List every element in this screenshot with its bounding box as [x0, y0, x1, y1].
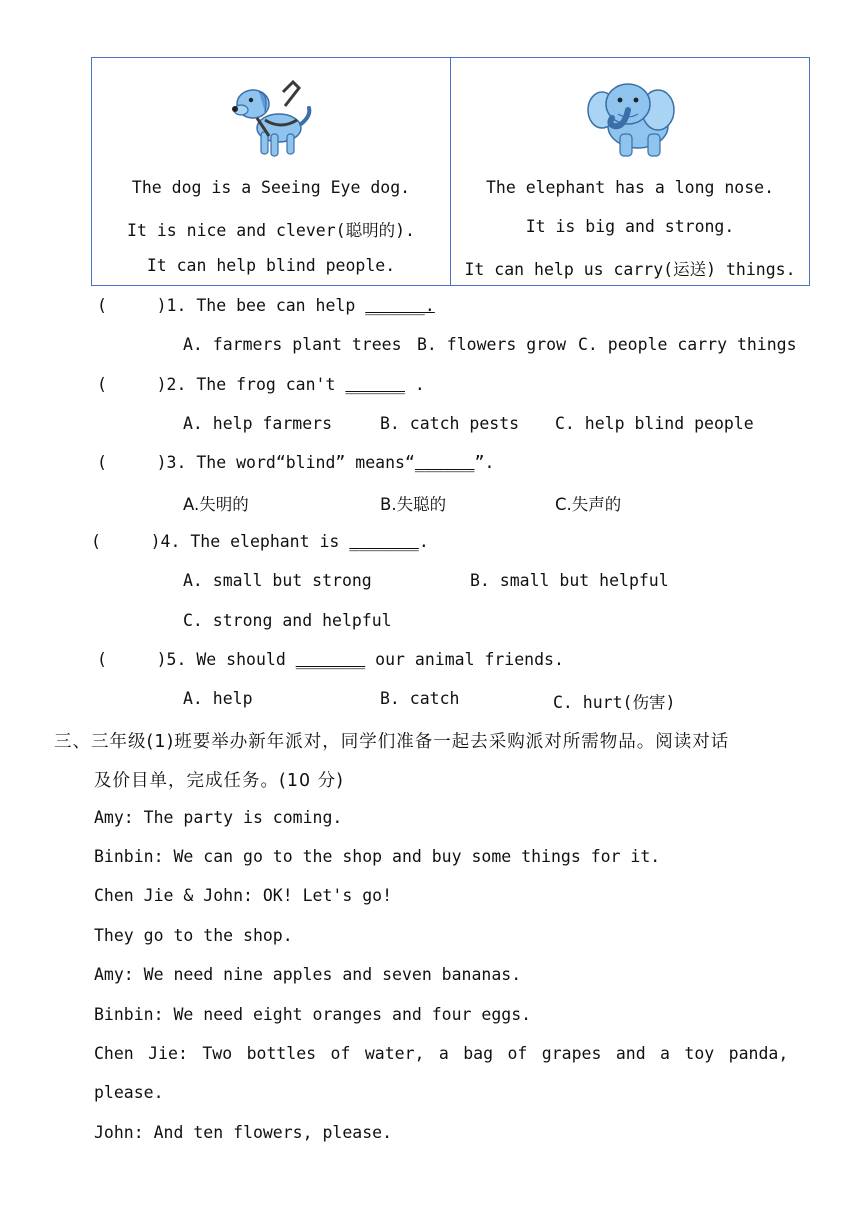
option-3a: A.失明的: [183, 495, 249, 514]
question-5: ( )5. We should _______ our animal friends.: [97, 650, 564, 669]
seeing-eye-dog-illustration: [221, 70, 321, 162]
dog-card-line-1: The dog is a Seeing Eye dog.: [131, 178, 411, 197]
option-5c: C. hurt(伤害): [553, 693, 676, 712]
option-3c: C.失声的: [555, 495, 622, 514]
dialogue-line-3: Chen Jie & John: OK! Let's go!: [94, 886, 393, 905]
answer-blank: ______: [414, 453, 475, 472]
question-stem: 1. The bee can help: [166, 296, 366, 315]
option-1a: A. farmers plant trees: [183, 335, 402, 354]
answer-bracket[interactable]: ( ): [97, 296, 167, 315]
elephant-card-line-1: The elephant has a long nose.: [485, 178, 775, 197]
dialogue-line-8: John: And ten flowers, please.: [94, 1123, 393, 1142]
question-stem: 4. The elephant is: [160, 532, 350, 551]
answer-blank: _______: [349, 532, 419, 551]
question-4: ( )4. The elephant is _______.: [91, 532, 429, 551]
dialogue-line-5: Amy: We need nine apples and seven bananas.: [94, 965, 522, 984]
question-3: ( )3. The word“blind” means“______”.: [97, 453, 495, 472]
option-1c: C. people carry things: [578, 335, 797, 354]
elephant-card-line-3: It can help us carry(运送) things.: [464, 260, 796, 279]
question-stem: 3. The word“blind” means“: [166, 453, 415, 472]
option-4b: B. small but helpful: [470, 571, 669, 590]
section-3-instruction-cont: 及价目单，完成任务。(10 分): [94, 771, 344, 791]
dialogue-line-1: Amy: The party is coming.: [94, 808, 343, 827]
option-2a: A. help farmers: [183, 414, 333, 433]
answer-blank: _______: [295, 650, 366, 669]
dog-card-line-2: It is nice and clever(聪明的).: [127, 221, 415, 240]
option-5a: A. help: [183, 689, 253, 708]
option-2c: C. help blind people: [555, 414, 754, 433]
answer-bracket[interactable]: ( ): [97, 650, 167, 669]
elephant-card-line-2: It is big and strong.: [525, 217, 735, 236]
dialogue-line-7-cont: please.: [94, 1083, 164, 1102]
dialogue-line-2: Binbin: We can go to the shop and buy some things for it.: [94, 847, 661, 866]
section-3-instruction: 三、三年级(1)班要举办新年派对，同学们准备一起去采购派对所需物品。阅读对话: [54, 732, 730, 752]
reading-cards-table: [91, 57, 810, 286]
elephant-card: [450, 58, 809, 285]
dialogue-line-6: Binbin: We need eight oranges and four eggs.: [94, 1005, 532, 1024]
option-4a: A. small but strong: [183, 571, 372, 590]
option-5b: B. catch: [380, 689, 460, 708]
dialogue-line-4: They go to the shop.: [94, 926, 293, 945]
dog-card-line-3: It can help blind people.: [146, 256, 396, 275]
option-1b: B. flowers grow: [417, 335, 567, 354]
answer-bracket[interactable]: ( ): [91, 532, 161, 551]
question-stem: 2. The frog can't: [166, 375, 346, 394]
question-1: [97, 296, 435, 315]
answer-blank: ______: [345, 375, 405, 394]
answer-bracket[interactable]: ( ): [97, 453, 167, 472]
question-2: ( )2. The frog can't ______ .: [97, 375, 425, 394]
option-3b: B.失聪的: [380, 495, 447, 514]
dialogue-line-7: Chen Jie: Two bottles of water, a bag of grapes and a toy panda,: [94, 1044, 789, 1063]
option-2b: B. catch pests: [380, 414, 520, 433]
elephant-illustration: [574, 70, 686, 162]
dog-card: [92, 58, 450, 285]
option-4c: C. strong and helpful: [183, 611, 392, 630]
answer-blank: ______.: [365, 296, 435, 315]
question-stem: 5. We should: [166, 650, 296, 669]
answer-bracket[interactable]: ( ): [97, 375, 167, 394]
